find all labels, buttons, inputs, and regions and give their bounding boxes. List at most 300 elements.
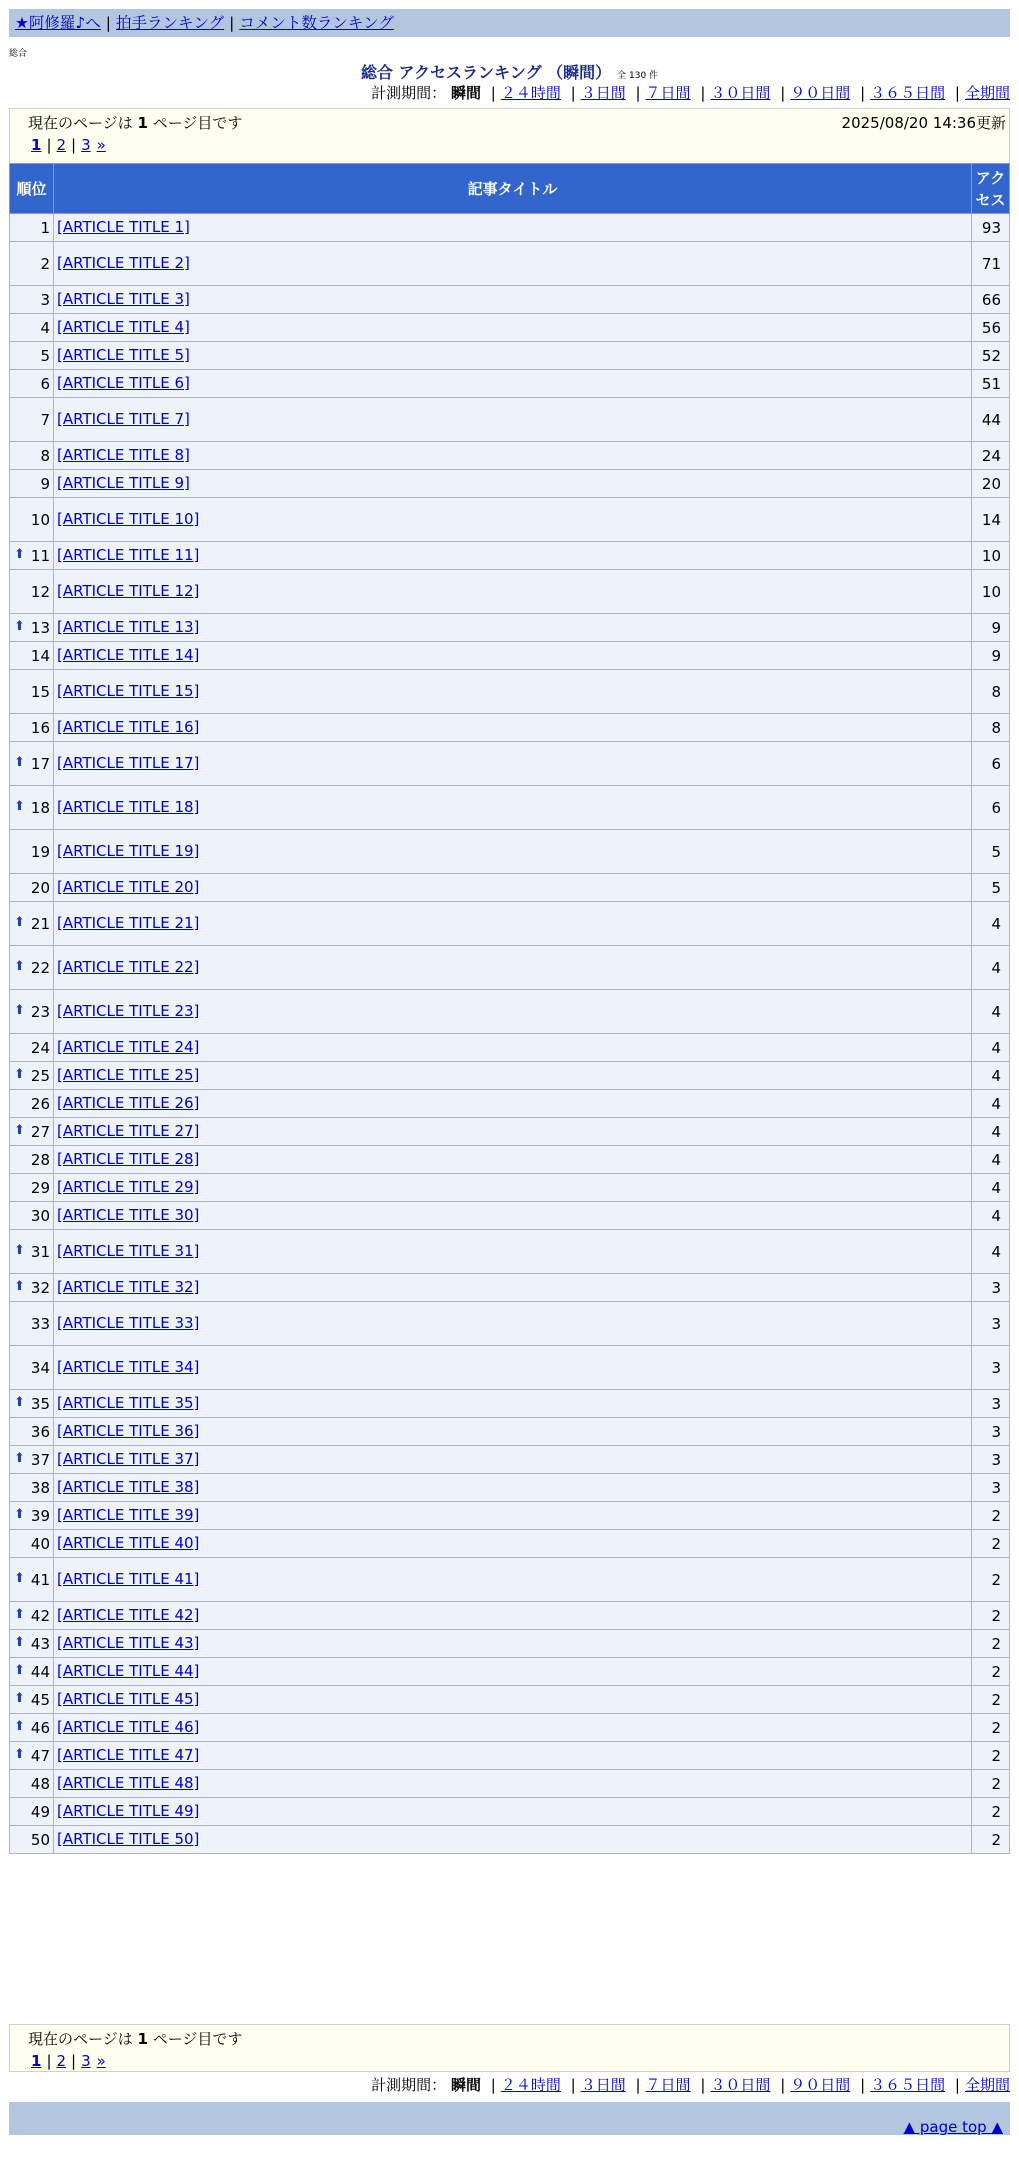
title-cell: [54, 1062, 972, 1090]
period-link-3d[interactable]: ３日間: [580, 84, 626, 102]
rank-cell: [10, 1202, 54, 1230]
rank-number: 50: [30, 1830, 50, 1849]
rank-number: 31: [30, 1242, 50, 1261]
access-count: 4: [972, 1090, 1010, 1118]
article-link[interactable]: [ARTICLE TITLE 19]: [57, 842, 200, 860]
table-row: [10, 1502, 1010, 1530]
table-row: [10, 1770, 1010, 1798]
rank-cell: [10, 1742, 54, 1770]
rank-up-icon: ⬆: [14, 1606, 25, 1622]
rank-number: 21: [30, 914, 50, 933]
rank-number: 1: [40, 218, 50, 237]
article-link[interactable]: [ARTICLE TITLE 10]: [57, 510, 200, 528]
access-count: 4: [972, 902, 1010, 946]
table-row: [10, 1446, 1010, 1474]
title-cell: [54, 1798, 972, 1826]
ranking-body: [10, 214, 1010, 1854]
rank-number: 10: [30, 510, 50, 529]
access-count: 4: [972, 990, 1010, 1034]
table-row: [10, 286, 1010, 314]
table-row: [10, 1230, 1010, 1274]
rank-cell: [10, 830, 54, 874]
title-cell: [54, 670, 972, 714]
page-title-text: 総合 アクセスランキング （瞬間）: [360, 63, 612, 82]
rank-number: 27: [30, 1122, 50, 1141]
article-link[interactable]: [ARTICLE TITLE 39]: [57, 1506, 200, 1524]
period-link-24h[interactable]: ２４時間: [500, 2076, 561, 2094]
rank-number: 12: [30, 582, 50, 601]
article-link[interactable]: [ARTICLE TITLE 9]: [57, 474, 190, 492]
pager-bottom: 1 | 2 | 3 »: [31, 2052, 106, 2070]
article-link[interactable]: [ARTICLE TITLE 16]: [57, 718, 200, 736]
table-row: [10, 314, 1010, 342]
rank-cell: [10, 1770, 54, 1798]
rank-number: 19: [30, 842, 50, 861]
article-link[interactable]: [ARTICLE TITLE 48]: [57, 1774, 200, 1792]
rank-number: 16: [30, 718, 50, 737]
rank-cell: [10, 1302, 54, 1346]
access-count: 2: [972, 1630, 1010, 1658]
access-count: 2: [972, 1798, 1010, 1826]
article-link[interactable]: [ARTICLE TITLE 49]: [57, 1802, 200, 1820]
title-cell: [54, 1826, 972, 1854]
rank-cell: [10, 286, 54, 314]
table-row: [10, 470, 1010, 498]
access-count: 4: [972, 1034, 1010, 1062]
access-count: 4: [972, 1174, 1010, 1202]
title-cell: [54, 242, 972, 286]
rank-number: 23: [30, 1002, 50, 1021]
article-link[interactable]: [ARTICLE TITLE 37]: [57, 1450, 200, 1468]
article-link[interactable]: [ARTICLE TITLE 15]: [57, 682, 200, 700]
rank-cell: [10, 1390, 54, 1418]
title-cell: [54, 786, 972, 830]
rank-cell: [10, 990, 54, 1034]
table-row: [10, 902, 1010, 946]
pager-page-3[interactable]: 3: [81, 2052, 91, 2070]
table-row: [10, 1146, 1010, 1174]
rank-cell: [10, 642, 54, 670]
article-link[interactable]: [ARTICLE TITLE 38]: [57, 1478, 200, 1496]
title-cell: [54, 1390, 972, 1418]
article-link[interactable]: [ARTICLE TITLE 20]: [57, 878, 200, 896]
table-row: [10, 1174, 1010, 1202]
period-label: 計測期間：: [371, 2076, 447, 2094]
rank-cell: [10, 1558, 54, 1602]
rank-cell: [10, 1474, 54, 1502]
title-cell: [54, 314, 972, 342]
table-row: [10, 830, 1010, 874]
table-row: [10, 242, 1010, 286]
page-status-num: 1: [137, 2030, 148, 2048]
rank-number: 25: [30, 1066, 50, 1085]
access-count: 2: [972, 1530, 1010, 1558]
title-cell: [54, 1502, 972, 1530]
table-row: [10, 342, 1010, 370]
rank-cell: [10, 1346, 54, 1390]
page-info-bottom: [9, 2024, 1010, 2072]
period-selector-bottom: 計測期間： 瞬間 | ２４時間 | ３日間 | ７日間 | ３０日間 | ９０日間 | ３６５日間 | 全期間: [371, 2076, 1010, 2094]
title-cell: [54, 1558, 972, 1602]
rank-number: 33: [30, 1314, 50, 1333]
article-link[interactable]: [ARTICLE TITLE 18]: [57, 798, 200, 816]
rank-number: 43: [30, 1634, 50, 1653]
article-link[interactable]: [ARTICLE TITLE 28]: [57, 1150, 200, 1168]
title-cell: [54, 398, 972, 442]
rank-cell: [10, 1174, 54, 1202]
access-count: 9: [972, 642, 1010, 670]
article-link[interactable]: [ARTICLE TITLE 3]: [57, 290, 190, 308]
article-link[interactable]: [ARTICLE TITLE 46]: [57, 1718, 200, 1736]
home-link[interactable]: ★阿修羅♪へ: [15, 14, 101, 32]
rank-number: 11: [30, 546, 50, 565]
rank-number: 46: [30, 1718, 50, 1737]
rank-cell: [10, 314, 54, 342]
rank-cell: [10, 442, 54, 470]
access-count: 3: [972, 1274, 1010, 1302]
article-link[interactable]: [ARTICLE TITLE 25]: [57, 1066, 200, 1084]
rank-number: 18: [30, 798, 50, 817]
article-link[interactable]: [ARTICLE TITLE 32]: [57, 1278, 200, 1296]
article-link[interactable]: [ARTICLE TITLE 31]: [57, 1242, 200, 1260]
article-link[interactable]: [ARTICLE TITLE 4]: [57, 318, 190, 336]
title-cell: [54, 1446, 972, 1474]
rank-cell: [10, 1658, 54, 1686]
article-link[interactable]: [ARTICLE TITLE 42]: [57, 1606, 200, 1624]
rank-number: 34: [30, 1358, 50, 1377]
nav-separator: |: [105, 14, 112, 32]
table-row: [10, 1558, 1010, 1602]
period-link-30d[interactable]: ３０日間: [710, 84, 771, 102]
table-row: [10, 1826, 1010, 1854]
access-count: 3: [972, 1474, 1010, 1502]
table-row: [10, 742, 1010, 786]
rank-cell: [10, 370, 54, 398]
rank-cell: [10, 1118, 54, 1146]
rank-cell: [10, 214, 54, 242]
access-count: 24: [972, 442, 1010, 470]
table-row: [10, 1062, 1010, 1090]
rank-up-icon: ⬆: [14, 618, 25, 634]
rank-cell: [10, 1530, 54, 1558]
rank-cell: [10, 342, 54, 370]
table-row: [10, 1686, 1010, 1714]
rank-cell: [10, 242, 54, 286]
access-count: 5: [972, 874, 1010, 902]
article-link[interactable]: [ARTICLE TITLE 11]: [57, 546, 200, 564]
title-cell: [54, 1474, 972, 1502]
rank-cell: [10, 1230, 54, 1274]
table-row: [10, 1602, 1010, 1630]
title-cell: [54, 1658, 972, 1686]
access-count: 71: [972, 242, 1010, 286]
rank-up-icon: ⬆: [14, 1718, 25, 1734]
table-row: [10, 1714, 1010, 1742]
access-count: 4: [972, 1062, 1010, 1090]
access-count: 2: [972, 1686, 1010, 1714]
rank-up-icon: ⬆: [14, 1634, 25, 1650]
rank-cell: [10, 498, 54, 542]
rank-up-icon: ⬆: [14, 1690, 25, 1706]
rank-number: 32: [30, 1278, 50, 1297]
rank-cell: [10, 398, 54, 442]
access-count: 52: [972, 342, 1010, 370]
article-link[interactable]: [ARTICLE TITLE 8]: [57, 446, 190, 464]
table-row: [10, 614, 1010, 642]
article-link[interactable]: [ARTICLE TITLE 35]: [57, 1394, 200, 1412]
article-link[interactable]: [ARTICLE TITLE 29]: [57, 1178, 200, 1196]
pager-page-2[interactable]: 2: [56, 2052, 67, 2070]
rank-number: 2: [40, 254, 50, 273]
access-count: 3: [972, 1302, 1010, 1346]
pager-top: 1 | 2 | 3 »: [31, 136, 106, 154]
period-link-3d[interactable]: ３日間: [580, 2076, 626, 2094]
category-label: 総合: [9, 49, 28, 59]
pager-current[interactable]: 1: [31, 2052, 42, 2070]
article-link[interactable]: [ARTICLE TITLE 33]: [57, 1314, 200, 1332]
table-row: [10, 1798, 1010, 1826]
rank-cell: [10, 1274, 54, 1302]
title-cell: [54, 1686, 972, 1714]
title-cell: [54, 442, 972, 470]
table-row: [10, 1658, 1010, 1686]
comment-ranking-link[interactable]: コメント数ランキング: [239, 14, 394, 32]
period-link-365d[interactable]: ３６５日間: [870, 84, 946, 102]
title-cell: [54, 742, 972, 786]
title-cell: [54, 1346, 972, 1390]
rank-cell: [10, 470, 54, 498]
table-row: [10, 1034, 1010, 1062]
title-cell: [54, 946, 972, 990]
article-link[interactable]: [ARTICLE TITLE 5]: [57, 346, 190, 364]
article-link[interactable]: [ARTICLE TITLE 22]: [57, 958, 200, 976]
article-link[interactable]: [ARTICLE TITLE 47]: [57, 1746, 200, 1764]
article-link[interactable]: [ARTICLE TITLE 12]: [57, 582, 200, 600]
access-count: 10: [972, 542, 1010, 570]
access-count: 6: [972, 742, 1010, 786]
article-link[interactable]: [ARTICLE TITLE 2]: [57, 254, 190, 272]
article-link[interactable]: [ARTICLE TITLE 44]: [57, 1662, 200, 1680]
title-cell: [54, 1302, 972, 1346]
rank-up-icon: ⬆: [14, 1066, 25, 1082]
title-cell: [54, 1530, 972, 1558]
rank-number: 35: [30, 1394, 50, 1413]
rank-number: 4: [40, 318, 50, 337]
pager-page-2[interactable]: 2: [56, 136, 67, 154]
period-link-all[interactable]: 全期間: [964, 2076, 1010, 2094]
period-link-90d[interactable]: ９０日間: [790, 2076, 851, 2094]
total-count: 全 130 件: [617, 71, 659, 81]
table-row: [10, 398, 1010, 442]
article-link[interactable]: [ARTICLE TITLE 34]: [57, 1358, 200, 1376]
title-cell: [54, 1742, 972, 1770]
access-count: 14: [972, 498, 1010, 542]
rank-cell: [10, 670, 54, 714]
article-link[interactable]: [ARTICLE TITLE 21]: [57, 914, 200, 932]
period-label: 計測期間：: [371, 84, 447, 102]
access-count: 2: [972, 1742, 1010, 1770]
title-cell: [54, 714, 972, 742]
article-link[interactable]: [ARTICLE TITLE 43]: [57, 1634, 200, 1652]
article-link[interactable]: [ARTICLE TITLE 13]: [57, 618, 200, 636]
period-current: 瞬間: [450, 84, 481, 102]
title-cell: [54, 1146, 972, 1174]
table-row: [10, 874, 1010, 902]
rank-number: 8: [40, 446, 50, 465]
rank-cell: [10, 1602, 54, 1630]
nav-separator: |: [229, 14, 235, 32]
rank-up-icon: ⬆: [14, 798, 25, 814]
page-status-post: ページ目です: [152, 2030, 243, 2048]
rank-number: 14: [30, 646, 50, 665]
rank-number: 36: [30, 1422, 50, 1441]
article-link[interactable]: [ARTICLE TITLE 17]: [57, 754, 200, 772]
title-cell: [54, 1770, 972, 1798]
rank-up-icon: ⬆: [14, 1506, 25, 1522]
article-link[interactable]: [ARTICLE TITLE 7]: [57, 410, 190, 428]
title-cell: [54, 1230, 972, 1274]
access-count: 56: [972, 314, 1010, 342]
access-count: 5: [972, 830, 1010, 874]
rank-number: 39: [30, 1506, 50, 1525]
title-cell: [54, 1202, 972, 1230]
rank-up-icon: ⬆: [14, 1746, 25, 1762]
rank-number: 38: [30, 1478, 50, 1497]
access-count: 4: [972, 1202, 1010, 1230]
article-link[interactable]: [ARTICLE TITLE 30]: [57, 1206, 200, 1224]
rank-number: 22: [30, 958, 50, 977]
rank-up-icon: ⬆: [14, 1450, 25, 1466]
article-link[interactable]: [ARTICLE TITLE 24]: [57, 1038, 200, 1056]
rank-number: 41: [30, 1570, 50, 1589]
article-link[interactable]: [ARTICLE TITLE 36]: [57, 1422, 200, 1440]
article-link[interactable]: [ARTICLE TITLE 26]: [57, 1094, 200, 1112]
rank-up-icon: ⬆: [14, 546, 25, 562]
article-link[interactable]: [ARTICLE TITLE 14]: [57, 646, 200, 664]
rank-up-icon: ⬆: [14, 1002, 25, 1018]
rank-cell: [10, 714, 54, 742]
access-count: 9: [972, 614, 1010, 642]
rank-number: 20: [30, 878, 50, 897]
rank-number: 5: [40, 346, 50, 365]
rank-number: 24: [30, 1038, 50, 1057]
rank-number: 28: [30, 1150, 50, 1169]
pager-page-3[interactable]: 3: [81, 136, 91, 154]
rank-number: 9: [40, 474, 50, 493]
rank-number: 44: [30, 1662, 50, 1681]
title-cell: [54, 1602, 972, 1630]
table-row: [10, 1630, 1010, 1658]
title-cell: [54, 470, 972, 498]
article-link[interactable]: [ARTICLE TITLE 23]: [57, 1002, 200, 1020]
updated-time: 2025/08/20 14:36更新: [841, 114, 1006, 132]
period-link-all[interactable]: 全期間: [964, 84, 1010, 102]
pager-next[interactable]: »: [96, 136, 106, 154]
access-count: 93: [972, 214, 1010, 242]
article-link[interactable]: [ARTICLE TITLE 50]: [57, 1830, 200, 1848]
rank-number: 13: [30, 618, 50, 637]
access-count: 8: [972, 670, 1010, 714]
table-row: [10, 1202, 1010, 1230]
access-count: 4: [972, 1146, 1010, 1174]
period-current: 瞬間: [450, 2076, 481, 2094]
rank-cell: [10, 946, 54, 990]
table-row: [10, 498, 1010, 542]
title-cell: [54, 1274, 972, 1302]
title-cell: [54, 1090, 972, 1118]
rank-cell: [10, 542, 54, 570]
access-count: 3: [972, 1418, 1010, 1446]
article-link[interactable]: [ARTICLE TITLE 6]: [57, 374, 190, 392]
access-count: 20: [972, 470, 1010, 498]
table-row: [10, 990, 1010, 1034]
period-link-30d[interactable]: ３０日間: [710, 2076, 771, 2094]
rank-up-icon: ⬆: [14, 1242, 25, 1258]
title-cell: [54, 1630, 972, 1658]
pager-next[interactable]: »: [96, 2052, 106, 2070]
pager-current[interactable]: 1: [31, 136, 42, 154]
applause-ranking-link[interactable]: 拍手ランキング: [116, 14, 225, 32]
rank-cell: [10, 1686, 54, 1714]
title-cell: [54, 214, 972, 242]
ranking-table: [9, 163, 1010, 1854]
article-link[interactable]: [ARTICLE TITLE 27]: [57, 1122, 200, 1140]
page-status-post: ページ目です: [152, 114, 243, 132]
rank-number: 45: [30, 1690, 50, 1709]
access-count: 2: [972, 1658, 1010, 1686]
rank-number: 26: [30, 1094, 50, 1113]
rank-cell: [10, 1062, 54, 1090]
rank-number: 47: [30, 1746, 50, 1765]
access-count: 51: [972, 370, 1010, 398]
period-link-365d[interactable]: ３６５日間: [870, 2076, 946, 2094]
rank-cell: [10, 1826, 54, 1854]
rank-up-icon: ⬆: [14, 754, 25, 770]
period-link-24h[interactable]: ２４時間: [500, 84, 561, 102]
article-link[interactable]: [ARTICLE TITLE 1]: [57, 218, 190, 236]
access-count: 4: [972, 946, 1010, 990]
rank-cell: [10, 742, 54, 786]
article-link[interactable]: [ARTICLE TITLE 40]: [57, 1534, 200, 1552]
table-row: [10, 1090, 1010, 1118]
rank-number: 7: [40, 410, 50, 429]
rank-number: 6: [40, 374, 50, 393]
table-row: [10, 714, 1010, 742]
rank-up-icon: ⬆: [14, 914, 25, 930]
title-cell: [54, 902, 972, 946]
rank-cell: [10, 1798, 54, 1826]
title-cell: [54, 1174, 972, 1202]
table-row: [10, 642, 1010, 670]
table-row: [10, 1302, 1010, 1346]
article-link[interactable]: [ARTICLE TITLE 41]: [57, 1570, 200, 1588]
period-link-7d[interactable]: ７日間: [645, 84, 691, 102]
title-cell: [54, 874, 972, 902]
table-row: [10, 442, 1010, 470]
period-link-7d[interactable]: ７日間: [645, 2076, 691, 2094]
table-row: [10, 1346, 1010, 1390]
table-row: [10, 946, 1010, 990]
title-cell: [54, 570, 972, 614]
rank-up-icon: ⬆: [14, 958, 25, 974]
rank-number: 49: [30, 1802, 50, 1821]
title-cell: [54, 542, 972, 570]
article-link[interactable]: [ARTICLE TITLE 45]: [57, 1690, 200, 1708]
period-link-90d[interactable]: ９０日間: [790, 84, 851, 102]
page-top-link[interactable]: ▲ page top ▲: [903, 2118, 1003, 2136]
access-count: 2: [972, 1602, 1010, 1630]
rank-number: 40: [30, 1534, 50, 1553]
